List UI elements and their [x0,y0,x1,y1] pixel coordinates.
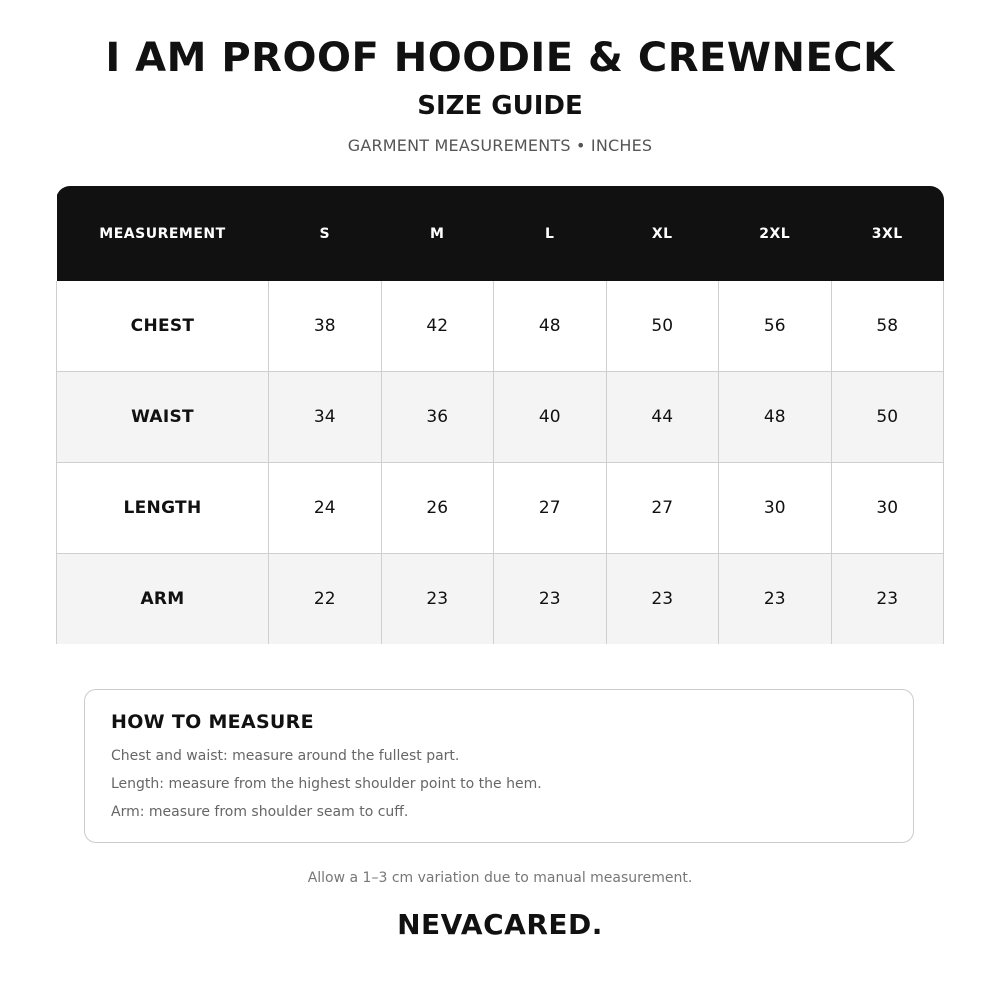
table-row-chest [57,281,944,372]
table-cell: 50 [831,372,944,463]
table-cell: 44 [606,372,719,463]
table-cell: 34 [269,372,382,463]
table-cell: 27 [606,463,719,554]
table-cell: 58 [831,281,944,372]
brand-logo-text: NEVACARED. [397,908,603,941]
measure-instruction-arm: Arm: measure from shoulder seam to cuff. [111,804,409,820]
column-header-2xl: 2XL [719,186,832,281]
table-cell: 23 [719,554,832,645]
column-header-m: M [381,186,494,281]
table-row-arm [57,554,944,645]
row-label: ARM [57,554,269,645]
table-cell: 38 [269,281,382,372]
column-header-measurement: MEASUREMENT [57,186,269,281]
row-label: CHEST [57,281,269,372]
table-header-row [57,186,944,281]
table-cell: 48 [719,372,832,463]
table-cell: 50 [606,281,719,372]
column-header-l: L [494,186,607,281]
page-caption: GARMENT MEASUREMENTS • INCHES [347,136,653,155]
column-header-s: S [269,186,382,281]
table-cell: 24 [269,463,382,554]
table-cell: 23 [831,554,944,645]
measure-instruction-length: Length: measure from the highest shoulder point to the hem. [111,776,542,792]
table-cell: 48 [494,281,607,372]
table-cell: 27 [494,463,607,554]
row-label: LENGTH [57,463,269,554]
table-cell: 56 [719,281,832,372]
table-cell: 30 [719,463,832,554]
table-cell: 40 [494,372,607,463]
size-table [56,186,944,644]
measure-instruction-chest-waist: Chest and waist: measure around the fullest part. [111,748,460,764]
row-label: WAIST [57,372,269,463]
table-row-waist [57,372,944,463]
how-to-measure-box [84,689,914,843]
variation-note: Allow a 1–3 cm variation due to manual measurement. [307,870,693,886]
page-subtitle: SIZE GUIDE [417,91,583,121]
table-cell: 42 [381,281,494,372]
table-row-length [57,463,944,554]
table-cell: 22 [269,554,382,645]
table-cell: 23 [494,554,607,645]
column-header-3xl: 3XL [831,186,944,281]
table-cell: 26 [381,463,494,554]
how-to-measure-title: HOW TO MEASURE [111,711,314,733]
table-cell: 23 [606,554,719,645]
table-cell: 30 [831,463,944,554]
column-header-xl: XL [606,186,719,281]
table-cell: 23 [381,554,494,645]
size-table-container [56,186,944,646]
page-title: I AM PROOF HOODIE & CREWNECK [105,35,895,81]
table-cell: 36 [381,372,494,463]
